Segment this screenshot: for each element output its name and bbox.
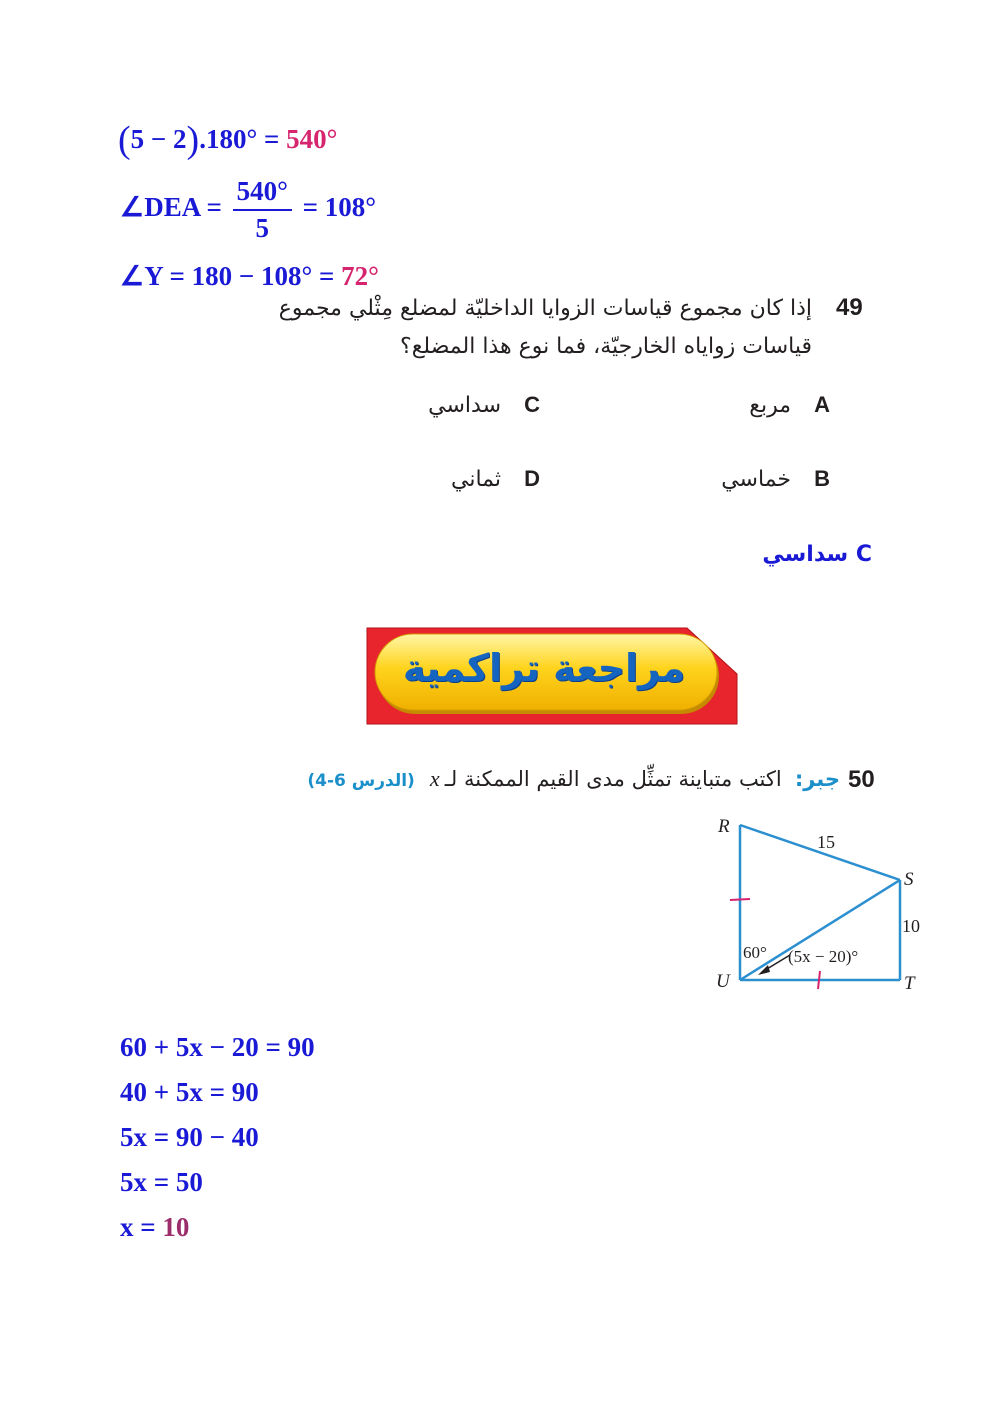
solution-line-1: 60 + 5x − 20 = 90: [120, 1032, 315, 1062]
final-lhs: x =: [120, 1212, 156, 1242]
option-a-text: مربع: [749, 393, 792, 418]
option-a-letter: A: [814, 392, 830, 417]
fraction-numerator: 540°: [233, 176, 292, 211]
vertex-u: U: [716, 971, 730, 992]
question-49-number: 49: [836, 294, 863, 321]
paren-close: ): [186, 119, 200, 161]
question-50-number: 50: [848, 766, 875, 793]
option-c-text: سداسي: [428, 393, 502, 418]
banner-title: مراجعة تراكمية: [402, 646, 686, 690]
sum-result: 540°: [286, 124, 338, 154]
label-angle-expr: (5x − 20)°: [788, 947, 859, 966]
solution-line-4: 5x = 50: [120, 1167, 203, 1197]
fraction-denominator: 5: [255, 213, 270, 243]
question-50-tag: جبر:: [794, 767, 840, 791]
option-b[interactable]: [700, 466, 830, 492]
work-line-1: [118, 118, 337, 162]
label-st: 10: [902, 916, 920, 936]
answer-49: C سداسي: [762, 542, 872, 567]
question-49-line-1: إذا كان مجموع قياسات الزوايا الداخليّة لمضلع مِثْلي مجموع: [278, 296, 812, 321]
question-50-var: x: [429, 766, 440, 791]
final-value: 10: [162, 1212, 190, 1242]
tick-mark-ru: [730, 899, 750, 900]
vertex-r: R: [718, 816, 730, 837]
option-c-letter: C: [524, 392, 540, 417]
option-d-text: ثماني: [451, 467, 502, 492]
question-50-line: [238, 766, 840, 792]
solution-line-3: 5x = 90 − 40: [120, 1122, 259, 1152]
option-b-letter: B: [814, 466, 830, 491]
vertex-t: T: [904, 973, 915, 994]
option-b-text: خماسي: [721, 467, 792, 492]
angle-dea-label: ∠DEA =: [120, 192, 222, 223]
tick-mark-ut: [818, 971, 820, 989]
option-a[interactable]: [730, 392, 830, 418]
solution-line-2: 40 + 5x = 90: [120, 1077, 259, 1107]
question-50-text: اكتب متباينة تمثِّل مدى القيم الممكنة لـ: [444, 767, 782, 791]
inner-expr: 5 − 2: [130, 124, 187, 154]
mult-expr: .180° =: [199, 124, 280, 154]
fraction: [233, 176, 292, 244]
work-line-3: [120, 261, 379, 292]
question-49-line-2: قياسات زواياه الخارجيّة، فما نوع هذا المضلع؟: [400, 334, 812, 359]
solution-line-5: [120, 1212, 189, 1243]
section-banner: [363, 624, 741, 728]
angle-dea-result: = 108°: [302, 192, 377, 223]
angle-y-result: 72°: [341, 261, 379, 291]
option-d-letter: D: [524, 466, 540, 491]
option-c[interactable]: [410, 392, 540, 418]
paren-open: (: [118, 119, 131, 161]
question-50-lesson: (الدرس 6-4): [307, 771, 415, 791]
work-line-2: [120, 176, 376, 244]
quadrilateral-figure: [700, 805, 940, 1005]
vertex-s: S: [904, 869, 914, 890]
angle-y-expr: ∠Y = 180 − 108° =: [120, 261, 335, 291]
option-d[interactable]: [410, 466, 540, 492]
label-rs: 15: [817, 832, 835, 852]
label-angle-u: 60°: [743, 943, 767, 962]
